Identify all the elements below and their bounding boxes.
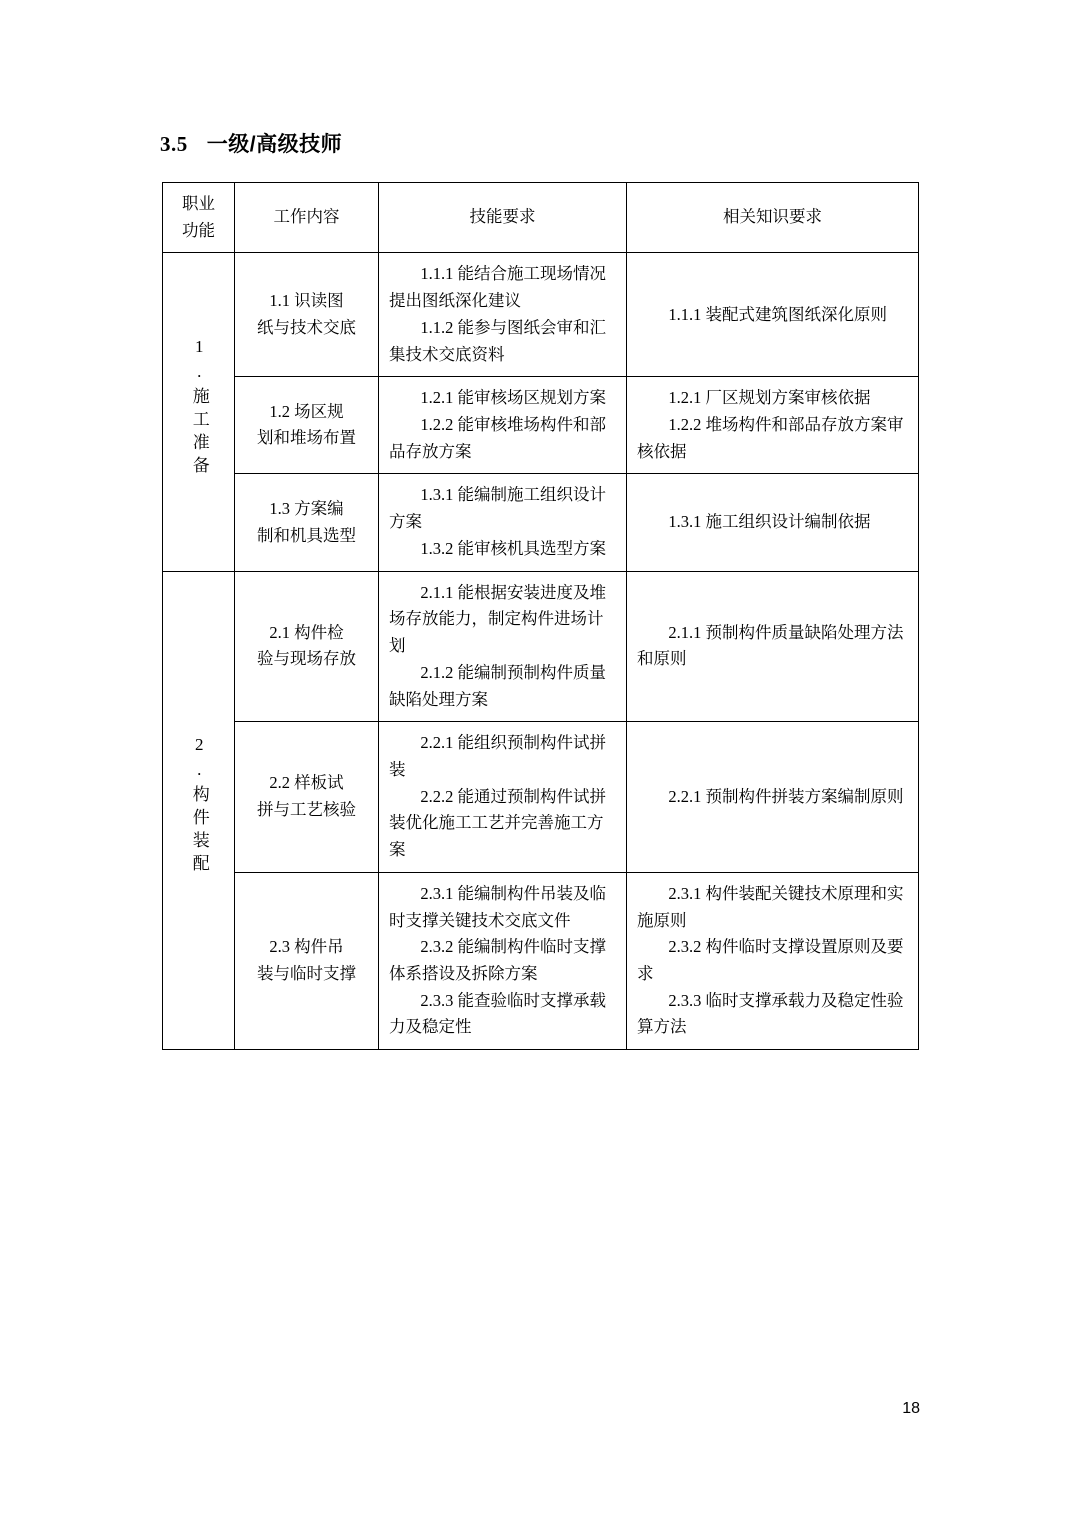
knowledge-item: 2.2.1 预制构件拼装方案编制原则 bbox=[668, 786, 904, 806]
job-function-label-2: 2.构件装配 bbox=[189, 735, 209, 878]
knowledge-cell-1-3 bbox=[627, 474, 919, 571]
job-function-cell-1 bbox=[163, 253, 235, 571]
knowledge-cell-2-1 bbox=[627, 571, 919, 722]
header-job-function bbox=[163, 183, 235, 253]
skill-item: 1.2.1 能审核场区规划方案 bbox=[420, 388, 606, 408]
page-number: 18 bbox=[902, 1400, 920, 1417]
table-header-row bbox=[163, 183, 919, 253]
table-row bbox=[163, 722, 919, 873]
knowledge-cell-2-2 bbox=[627, 722, 919, 873]
skill-item: 1.2.2 能审核堆场构件和部品存放方案 bbox=[389, 415, 606, 461]
work-content-line: 2.1 构件检 bbox=[269, 622, 344, 642]
table-row bbox=[163, 253, 919, 377]
table-row bbox=[163, 474, 919, 571]
skill-cell-1-3 bbox=[379, 474, 627, 571]
knowledge-item: 2.3.2 构件临时支撑设置原则及要求 bbox=[637, 937, 904, 983]
work-content-cell-1-1 bbox=[235, 253, 379, 377]
skill-item: 2.3.2 能编制构件临时支撑体系搭设及拆除方案 bbox=[389, 937, 606, 983]
work-content-cell-2-2 bbox=[235, 722, 379, 873]
skills-table bbox=[162, 182, 919, 1050]
knowledge-item: 1.2.2 堆场构件和部品存放方案审核依据 bbox=[637, 415, 904, 461]
knowledge-item: 1.3.1 施工组织设计编制依据 bbox=[668, 512, 871, 532]
section-title: 一级/高级技师 bbox=[206, 133, 343, 156]
work-content-line: 2.3 构件吊 bbox=[269, 937, 344, 957]
job-function-cell-2 bbox=[163, 571, 235, 1050]
work-content-line: 拼与工艺核验 bbox=[257, 800, 356, 820]
skill-item: 2.2.1 能组织预制构件试拼装 bbox=[389, 733, 606, 779]
header-knowledge-requirement: 相关知识要求 bbox=[627, 183, 919, 253]
header-job-function-line1: 职业 bbox=[182, 194, 215, 213]
skill-cell-2-3 bbox=[379, 872, 627, 1049]
skill-cell-2-2 bbox=[379, 722, 627, 873]
table-row bbox=[163, 571, 919, 722]
work-content-cell-2-1 bbox=[235, 571, 379, 722]
section-number: 3.5 bbox=[160, 132, 188, 156]
header-skill-requirement: 技能要求 bbox=[379, 183, 627, 253]
work-content-line: 装与临时支撑 bbox=[257, 963, 356, 983]
work-content-line: 纸与技术交底 bbox=[257, 317, 356, 337]
knowledge-item: 1.1.1 装配式建筑图纸深化原则 bbox=[668, 304, 887, 324]
work-content-line: 划和堆场布置 bbox=[257, 428, 356, 448]
knowledge-item: 2.1.1 预制构件质量缺陷处理方法和原则 bbox=[637, 622, 904, 669]
work-content-line: 1.1 识读图 bbox=[269, 291, 344, 311]
work-content-line: 制和机具选型 bbox=[257, 525, 356, 545]
knowledge-item: 2.3.3 临时支撑承载力及稳定性验算方法 bbox=[637, 990, 904, 1037]
work-content-line: 1.3 方案编 bbox=[269, 498, 344, 518]
skill-item: 2.3.3 能查验临时支撑承载力及稳定性 bbox=[389, 990, 606, 1037]
skill-item: 2.1.2 能编制预制构件质量缺陷处理方案 bbox=[389, 662, 606, 709]
knowledge-cell-2-3 bbox=[627, 872, 919, 1049]
table-row bbox=[163, 872, 919, 1049]
skill-item: 1.3.1 能编制施工组织设计方案 bbox=[389, 485, 606, 532]
header-work-content: 工作内容 bbox=[235, 183, 379, 253]
skill-item: 1.3.2 能审核机具选型方案 bbox=[420, 538, 606, 558]
header-job-function-line2: 功能 bbox=[182, 220, 215, 240]
skill-item: 2.2.2 能通过预制构件试拼装优化施工工艺并完善施工方案 bbox=[389, 786, 606, 860]
work-content-cell-2-3 bbox=[235, 872, 379, 1049]
skill-cell-2-1 bbox=[379, 571, 627, 722]
section-heading bbox=[160, 128, 342, 158]
job-function-label-1: 1.施工准备 bbox=[189, 336, 209, 479]
skill-item: 2.3.1 能编制构件吊装及临时支撑关键技术交底文件 bbox=[389, 883, 606, 930]
work-content-cell-1-3 bbox=[235, 474, 379, 571]
skill-cell-1-2 bbox=[379, 377, 627, 474]
work-content-cell-1-2 bbox=[235, 377, 379, 474]
knowledge-cell-1-1 bbox=[627, 253, 919, 377]
knowledge-item: 2.3.1 构件装配关键技术原理和实施原则 bbox=[637, 883, 904, 930]
work-content-line: 2.2 样板试 bbox=[269, 773, 344, 793]
knowledge-item: 1.2.1 厂区规划方案审核依据 bbox=[668, 388, 871, 408]
work-content-line: 1.2 场区规 bbox=[269, 401, 344, 421]
skill-item: 2.1.1 能根据安装进度及堆场存放能力，制定构件进场计划 bbox=[389, 582, 606, 656]
skill-cell-1-1 bbox=[379, 253, 627, 377]
skill-item: 1.1.1 能结合施工现场情况提出图纸深化建议 bbox=[389, 264, 606, 311]
work-content-line: 验与现场存放 bbox=[257, 649, 356, 669]
table-row bbox=[163, 377, 919, 474]
knowledge-cell-1-2 bbox=[627, 377, 919, 474]
skill-item: 1.1.2 能参与图纸会审和汇集技术交底资料 bbox=[389, 317, 606, 364]
